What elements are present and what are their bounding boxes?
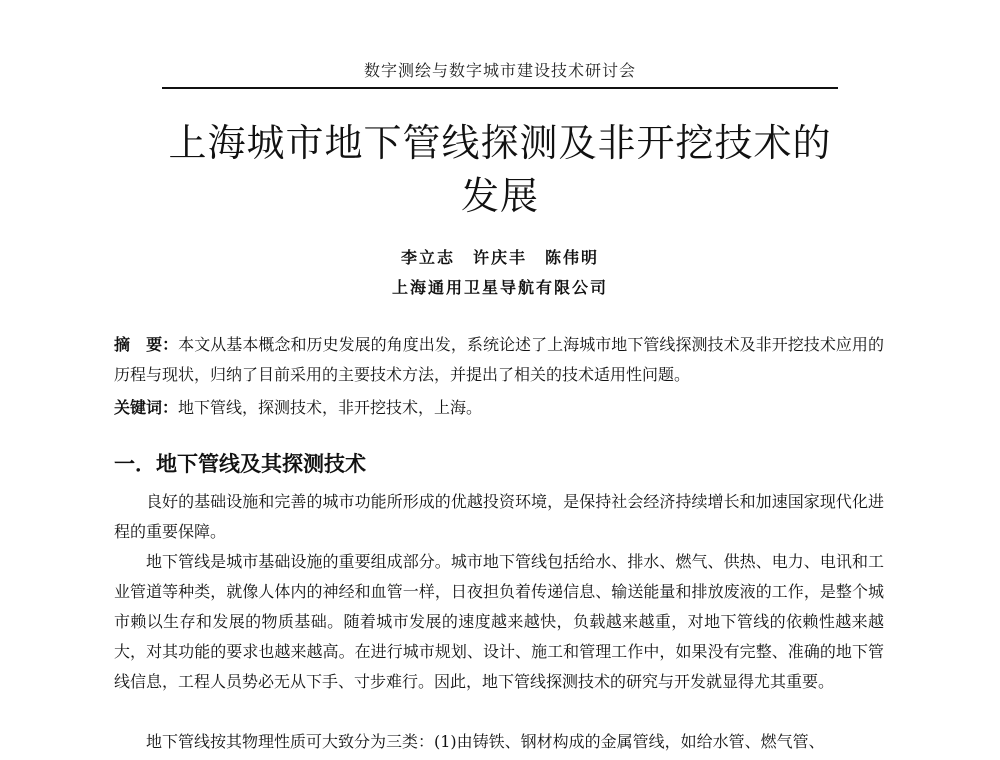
keywords-label: 关键词： bbox=[114, 398, 179, 417]
authors: 李立志 许庆丰 陈伟明 bbox=[400, 248, 599, 267]
body-paragraph-2: 地下管线是城市基础设施的重要组成部分。城市地下管线包括给水、排水、燃气、供热、电力、电讯和工业管道等种类，就像人体内的神经和血管一样，日夜担负着传递信息、输送能量和排放废液的工作，是整个城市赖以生存和发展的物质基础。随着城市发展的速度越来越快，负载越来越重，对地下管线的依赖性越来越大，对其功能的要求也越来越高。在进行城市规划、设计、施工和管理工作中，如果没有完整、准确的地下管线信息，工程人员势必无从下手、寸步难行。因此，地下管线探测技术的研究与开发就显得尤其重要。 bbox=[114, 552, 884, 691]
paper-title-line-1: 上海城市地下管线探测及非开挖技术的 bbox=[168, 121, 832, 165]
body-paragraph-3: 地下管线按其物理性质可大致分为三类：(1)由铸铁、钢材构成的金属管线，如给水管、燃气管、 bbox=[146, 732, 825, 751]
body-paragraph-1: 良好的基础设施和完善的城市功能所形成的优越投资环境，是保持社会经济持续增长和加速国家现代化进程的重要保障。 bbox=[114, 492, 884, 541]
abstract-text: 本文从基本概念和历史发展的角度出发，系统论述了上海城市地下管线探测技术及非开挖技术应用的历程与现状，归纳了目前采用的主要技术方法，并提出了相关的技术适用性问题。 bbox=[114, 335, 884, 384]
abstract bbox=[114, 330, 884, 390]
keywords bbox=[114, 393, 884, 423]
keywords-text: 地下管线，探测技术，非开挖技术，上海。 bbox=[178, 398, 483, 417]
running-header: 数字测绘与数字城市建设技术研讨会 bbox=[363, 61, 636, 80]
header-rule bbox=[162, 87, 838, 89]
affiliation: 上海通用卫星导航有限公司 bbox=[391, 278, 608, 297]
abstract-label: 摘 要： bbox=[114, 335, 179, 354]
section-heading: 一．地下管线及其探测技术 bbox=[114, 452, 366, 476]
paper-title-line-2: 发展 bbox=[460, 174, 539, 218]
